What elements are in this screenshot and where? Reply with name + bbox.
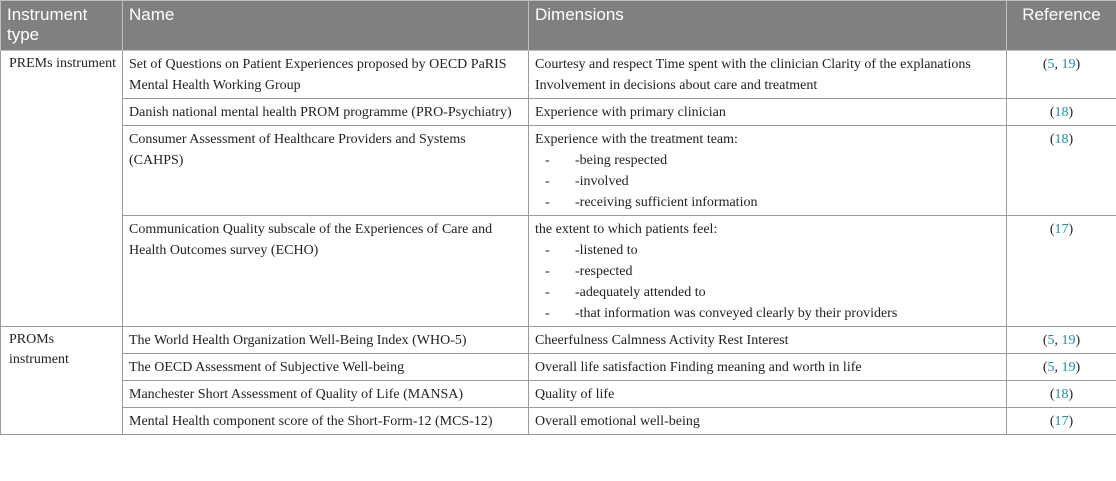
- reference-cell: [1007, 408, 1116, 435]
- instrument-name: Set of Questions on Patient Experiences proposed by OECD PaRIS Mental Health Working Group: [123, 51, 529, 99]
- citation-link[interactable]: 5: [1047, 333, 1055, 348]
- instrument-dimensions: [529, 126, 1007, 216]
- instrument-name: Consumer Assessment of Healthcare Providers and Systems (CAHPS): [123, 126, 529, 216]
- instrument-dimensions: [529, 216, 1007, 327]
- header-row: [1, 1, 1116, 51]
- citation-link[interactable]: 17: [1054, 222, 1069, 237]
- table-row: [1, 381, 1116, 408]
- table-row: [1, 126, 1116, 216]
- header-dimensions: Dimensions: [529, 1, 1007, 51]
- header-name: Name: [123, 1, 529, 51]
- instrument-name: Danish national mental health PROM programme (PRO-Psychiatry): [123, 99, 529, 126]
- list-item: - -that information was conveyed clearly by their providers: [535, 303, 1000, 324]
- citation-link[interactable]: 18: [1054, 387, 1069, 402]
- ref-paren: ): [1075, 57, 1081, 72]
- ref-paren: ): [1075, 333, 1081, 348]
- table-row: [1, 99, 1116, 126]
- dimensions-intro: the extent to which patients feel:: [535, 222, 718, 237]
- list-item: - -involved: [535, 171, 1000, 192]
- ref-paren: ): [1068, 414, 1074, 429]
- dimensions-list: [535, 150, 1000, 213]
- instrument-dimensions: Experience with primary clinician: [529, 99, 1007, 126]
- ref-paren: ): [1068, 387, 1074, 402]
- instrument-name: The OECD Assessment of Subjective Well-being: [123, 354, 529, 381]
- ref-paren: (: [1049, 414, 1055, 429]
- ref-paren: (: [1049, 132, 1055, 147]
- ref-separator: ,: [1054, 360, 1062, 375]
- citation-link[interactable]: 18: [1054, 132, 1069, 147]
- dimensions-intro: Experience with the treatment team:: [535, 132, 738, 147]
- ref-paren: ): [1075, 360, 1081, 375]
- instrument-name: Mental Health component score of the Short-Form-12 (MCS-12): [123, 408, 529, 435]
- instrument-dimensions: Courtesy and respect Time spent with the clinician Clarity of the explanations Involvement in decisions about care and treatment: [529, 51, 1007, 99]
- reference-cell: [1007, 327, 1116, 354]
- ref-paren: (: [1049, 222, 1055, 237]
- instrument-name: Manchester Short Assessment of Quality of Life (MANSA): [123, 381, 529, 408]
- ref-paren: (: [1049, 105, 1055, 120]
- header-reference: Reference: [1007, 1, 1116, 51]
- ref-paren: (: [1042, 333, 1048, 348]
- instrument-type-prems: PREMs instrument: [1, 51, 123, 327]
- instrument-dimensions: Overall emotional well-being: [529, 408, 1007, 435]
- reference-cell: [1007, 51, 1116, 99]
- list-item: - -listened to: [535, 240, 1000, 261]
- header-instrument-type: Instrument type: [1, 1, 123, 51]
- instrument-type-proms: PROMs instrument: [1, 327, 123, 435]
- ref-paren: ): [1068, 132, 1074, 147]
- citation-link[interactable]: 5: [1047, 57, 1055, 72]
- ref-separator: ,: [1054, 333, 1062, 348]
- citation-link[interactable]: 17: [1054, 414, 1069, 429]
- ref-paren: (: [1042, 360, 1048, 375]
- reference-cell: [1007, 216, 1116, 327]
- instrument-dimensions: Overall life satisfaction Finding meaning and worth in life: [529, 354, 1007, 381]
- list-item: - -adequately attended to: [535, 282, 1000, 303]
- reference-cell: [1007, 126, 1116, 216]
- table-row: [1, 408, 1116, 435]
- table-row: [1, 216, 1116, 327]
- citation-link[interactable]: 19: [1061, 333, 1076, 348]
- citation-link[interactable]: 19: [1061, 57, 1076, 72]
- reference-cell: [1007, 381, 1116, 408]
- citation-link[interactable]: 18: [1054, 105, 1069, 120]
- reference-cell: [1007, 99, 1116, 126]
- instrument-name: Communication Quality subscale of the Experiences of Care and Health Outcomes survey (ECHO): [123, 216, 529, 327]
- list-item: - -receiving sufficient information: [535, 192, 1000, 213]
- ref-separator: ,: [1054, 57, 1062, 72]
- citation-link[interactable]: 19: [1061, 360, 1076, 375]
- ref-paren: (: [1049, 387, 1055, 402]
- citation-link[interactable]: 5: [1047, 360, 1055, 375]
- list-item: - -respected: [535, 261, 1000, 282]
- table-row: [1, 51, 1116, 99]
- ref-paren: (: [1042, 57, 1048, 72]
- dimensions-list: [535, 240, 1000, 324]
- ref-paren: ): [1068, 105, 1074, 120]
- instrument-dimensions: Quality of life: [529, 381, 1007, 408]
- table-row: [1, 354, 1116, 381]
- list-item: - -being respected: [535, 150, 1000, 171]
- instrument-dimensions: Cheerfulness Calmness Activity Rest Interest: [529, 327, 1007, 354]
- table-row: [1, 327, 1116, 354]
- reference-cell: [1007, 354, 1116, 381]
- instrument-name: The World Health Organization Well-Being Index (WHO-5): [123, 327, 529, 354]
- ref-paren: ): [1068, 222, 1074, 237]
